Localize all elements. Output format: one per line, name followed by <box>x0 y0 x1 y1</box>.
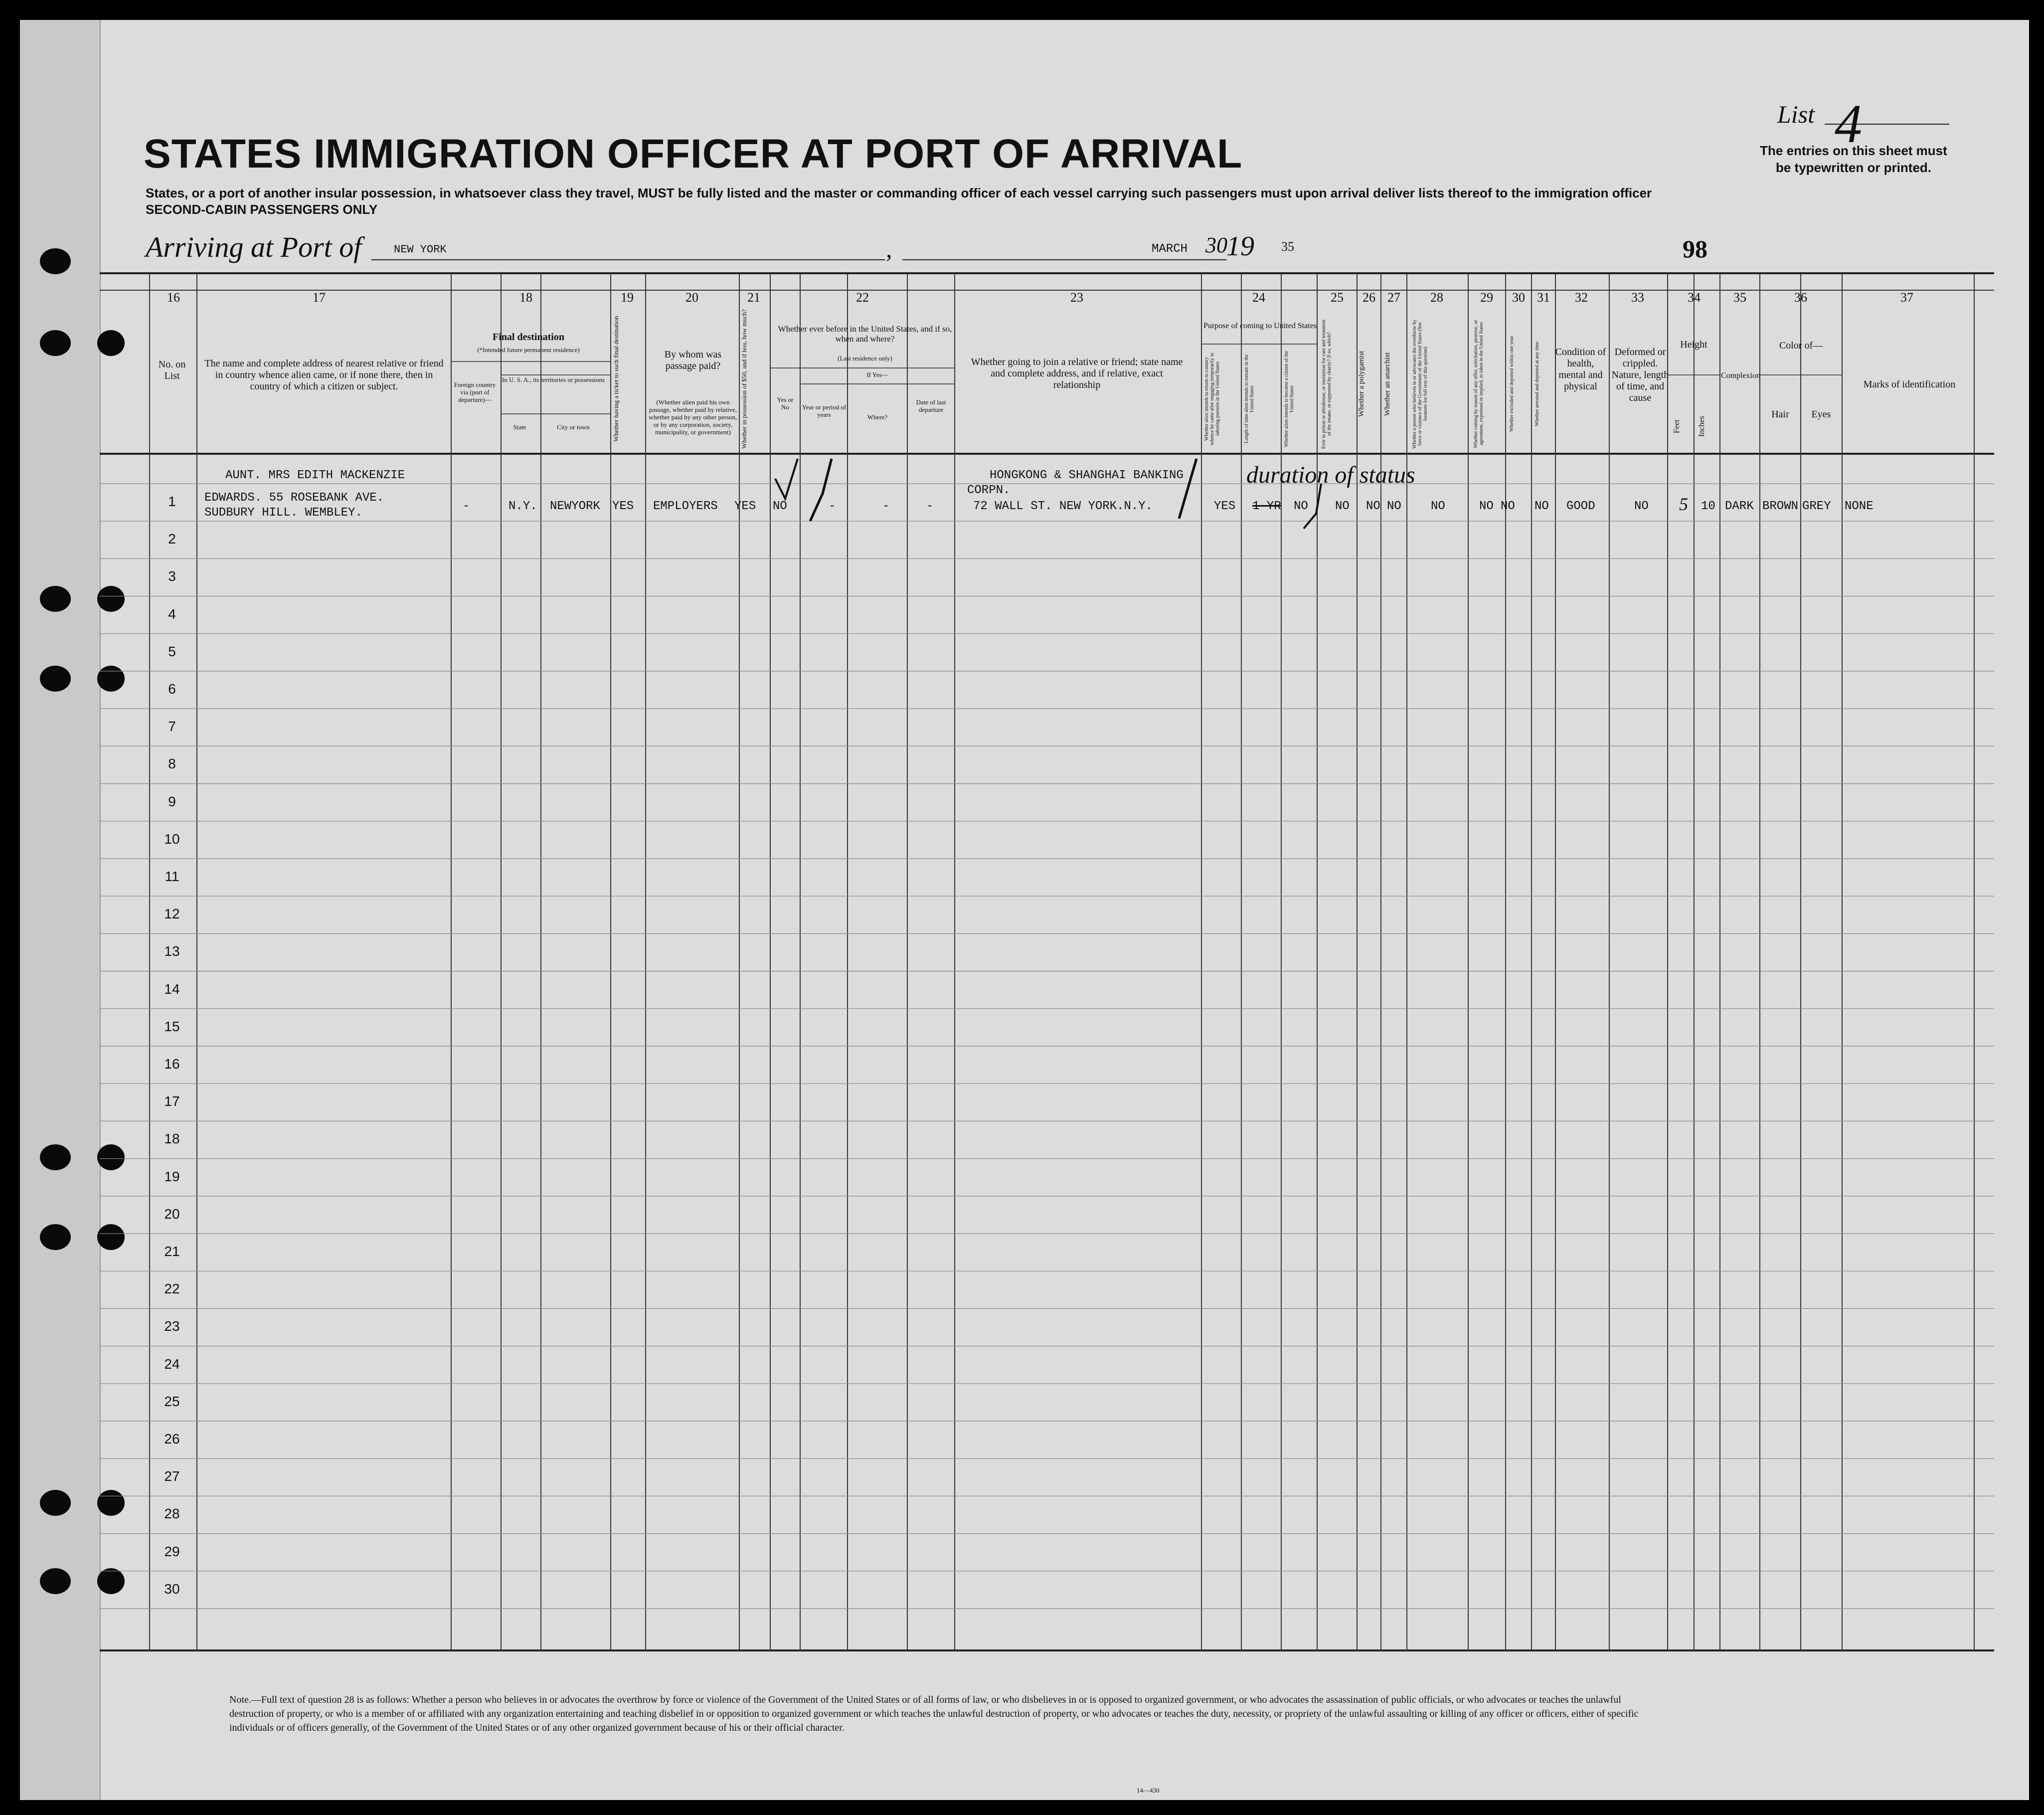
header-where: Where? <box>867 413 888 421</box>
row-number: 19 <box>164 1168 180 1184</box>
foreign-country-value: - <box>463 500 470 513</box>
column-number: 22 <box>856 290 869 305</box>
intends-citizen-value: NO <box>1294 500 1308 513</box>
header-intends-citizen: Whether alien intends to become a citizen of the United States <box>1284 351 1295 447</box>
row-number: 20 <box>164 1206 180 1222</box>
column-number: 23 <box>1070 290 1083 305</box>
row-number: 2 <box>168 531 176 547</box>
deformed-value: NO <box>1634 500 1649 513</box>
labor-offer-value: NO <box>1479 500 1494 513</box>
arrival-month: MARCH <box>1152 242 1188 256</box>
row-number: 13 <box>164 943 180 959</box>
row-number: 17 <box>164 1093 180 1109</box>
row-number: 5 <box>168 643 176 659</box>
header-final-destination: Final destination <box>493 332 564 343</box>
arriving-label: Arriving at Port of <box>146 231 362 263</box>
where-value: - <box>882 500 890 513</box>
header-eyes: Eyes <box>1811 409 1831 420</box>
complexion-value: DARK <box>1725 500 1754 513</box>
header-passage-paid-note: (Whether alien paid his own passage, whether paid by relative, whether paid by any other person, or by any corporation, society, municipality, or government) <box>649 398 737 436</box>
last-departure-value: - <box>926 500 934 513</box>
header-foreign-country: Foreign country via (port of departure)— <box>454 381 496 403</box>
join-friend-line-3: 72 WALL ST. NEW YORK.N.Y. <box>973 500 1153 513</box>
header-marks: Marks of identification <box>1863 379 1956 390</box>
header-prison-almshouse: Ever in prison or almshouse, or institution for care and treatment of the insane, or supported by charity? If so, which? <box>1321 319 1332 449</box>
column-number: 31 <box>1537 290 1550 305</box>
passage-paid-value: EMPLOYERS <box>653 500 718 513</box>
arrival-day: 30 <box>1205 233 1227 257</box>
row-number: 26 <box>164 1431 180 1447</box>
column-number: 17 <box>313 290 326 305</box>
row-number: 25 <box>164 1393 180 1409</box>
join-friend-line-1: HONGKONG & SHANGHAI BANKING <box>990 469 1184 482</box>
overthrow-value: NO <box>1431 500 1445 513</box>
row-number: 11 <box>165 869 179 884</box>
column-number: 26 <box>1363 290 1375 305</box>
column-number: 32 <box>1575 290 1588 305</box>
ticket-value: YES <box>612 500 634 513</box>
handwritten-duration-of-status: duration of status <box>1246 462 1415 488</box>
column-number: 18 <box>519 290 532 305</box>
year-period-value: - <box>829 500 836 513</box>
column-number: 30 <box>1512 290 1525 305</box>
row-number: 8 <box>168 756 176 772</box>
arrival-year-suffix: 35 <box>1281 239 1294 254</box>
header-yes-no: Yes or No <box>777 396 794 411</box>
header-ticket: Whether having a ticket to such final destination <box>612 316 620 442</box>
form-number: 14—430 <box>1137 1787 1160 1794</box>
header-polygamist: Whether a polygamist <box>1358 351 1365 417</box>
relative-address-line-1: AUNT. MRS EDITH MACKENZIE <box>225 469 405 482</box>
page-number: 98 <box>1683 235 1707 263</box>
header-feet: Feet <box>1673 419 1681 433</box>
row-number: 16 <box>164 1056 180 1072</box>
polygamist-value: NO <box>1366 500 1380 513</box>
row-number: 29 <box>164 1543 180 1559</box>
row-number: 27 <box>164 1468 180 1484</box>
length-of-stay-struck: 1 YR <box>1252 500 1281 513</box>
height-feet-value: 5 <box>1679 494 1688 514</box>
column-number: 29 <box>1480 290 1493 305</box>
prison-value: NO <box>1335 500 1350 513</box>
hair-value: BROWN <box>1762 500 1799 513</box>
header-height: Height <box>1680 339 1707 350</box>
header-nearest-relative: The name and complete address of nearest relative or friend in country whence alien came, or if none there, then in country of which a citizen or subject. <box>204 358 444 392</box>
intends-return-value: YES <box>1214 500 1236 513</box>
list-label: List <box>1777 100 1815 128</box>
row-number: 23 <box>164 1318 180 1334</box>
row-number: 10 <box>164 831 180 847</box>
column-number: 25 <box>1331 290 1344 305</box>
header-date-last-departure: Date of last departure <box>916 398 946 413</box>
row-number: 3 <box>168 568 176 584</box>
row-number: 28 <box>164 1506 180 1522</box>
header-inches: Inches <box>1698 416 1706 437</box>
list-number: 4 <box>1835 93 1862 154</box>
header-health: Condition of health, mental and physical <box>1555 347 1606 392</box>
city-value: NEWYORK <box>550 500 600 513</box>
list-note-line-1: The entries on this sheet must <box>1760 143 1947 158</box>
column-number: 27 <box>1387 290 1400 305</box>
header-hair: Hair <box>1771 409 1789 420</box>
excluded-value: NO <box>1501 500 1515 513</box>
column-number: 21 <box>747 290 760 305</box>
eyes-value: GREY <box>1802 500 1831 513</box>
instructions-line: States, or a port of another insular possession, in whatsoever class they travel, MUST be fully listed and the master or commanding officer of each vessel carrying such passengers must upon arrival deliver lists thereof to the immigration officer <box>146 185 1652 200</box>
header-going-to-join: Whether going to join a relative or friend; state name and complete address, and if relative, exact relationship <box>971 357 1183 390</box>
column-number: 19 <box>621 290 634 305</box>
cabin-class-line: SECOND-CABIN PASSENGERS ONLY <box>146 202 378 217</box>
row-number: 6 <box>168 681 176 697</box>
header-arrested-deported: Whether arrested and deported at any time <box>1534 342 1540 426</box>
header-complexion: Complexion <box>1721 371 1761 380</box>
ever-before-value: NO <box>773 500 787 513</box>
health-value: GOOD <box>1566 500 1595 513</box>
column-number: 33 <box>1631 290 1644 305</box>
row-number: 12 <box>164 906 180 922</box>
header-purpose: Purpose of coming to United States <box>1203 322 1317 330</box>
fifty-dollars-value: YES <box>734 500 756 513</box>
column-number: 35 <box>1733 290 1746 305</box>
column-number: 28 <box>1430 290 1443 305</box>
header-if-yes: If Yes— <box>866 371 888 378</box>
header-city: City or town <box>557 423 590 431</box>
row-number: 21 <box>164 1244 180 1259</box>
header-ever-before: Whether ever before in the United States, and if so, when and where? <box>778 324 952 344</box>
row-number: 22 <box>164 1281 180 1297</box>
header-passage-paid: By whom was passage paid? <box>664 349 722 371</box>
row-number: 15 <box>164 1018 180 1034</box>
page-title: STATES IMMIGRATION OFFICER AT PORT OF ARRIVAL <box>144 131 1243 177</box>
column-number: 34 <box>1688 290 1701 305</box>
row-number: 4 <box>168 606 176 622</box>
header-fifty-dollars: Whether in possession of $50, and if less, how much? <box>740 309 748 449</box>
column-number: 37 <box>1900 290 1913 305</box>
row-number: 1 <box>168 494 176 509</box>
header-color-of: Color of— <box>1779 340 1823 351</box>
column-number: 36 <box>1794 290 1807 305</box>
arrested-value: NO <box>1534 500 1549 513</box>
header-intends-return: Whether alien intends to return to country whence he came after engaging temporarily in laboring pursuits in the United States <box>1204 353 1220 445</box>
header-length-of-stay: Length of time alien intends to remain in the United States <box>1244 354 1255 444</box>
marks-value: NONE <box>1845 500 1874 513</box>
header-in-usa: In U. S. A., its territories or possessions <box>502 376 605 383</box>
relative-address-line-3: SUDBURY HILL. WEMBLEY. <box>204 506 362 520</box>
state-value: N.Y. <box>509 500 537 513</box>
height-inches-value: 10 <box>1701 500 1715 513</box>
header-no-on-list: No. on List <box>158 359 186 381</box>
header-anarchist: Whether an anarchist <box>1383 352 1391 416</box>
column-number: 20 <box>685 290 698 305</box>
anarchist-value: NO <box>1387 500 1401 513</box>
column-number: 16 <box>167 290 180 305</box>
footnote-question-28: Note.—Full text of question 28 is as follows: Whether a person who believes in or advocates the overthrow by force or violence of the Government of the United States or of all forms of law, or who disbelieves in or is opposed to organized government, or who advocates the assassination of public officials, or who advocates or teaches the unlawful destruction of property, or who is a member of or affiliated with any organization entertaining and teaching disbelief in or opposition to organized government or which teaches the unlawful destruction of property, or who advocates or teaches the duty, necessity, or propriety of the unlawful assaulting or killing of any officer or officers, either of specific individuals or of officers generally, of the Government of the United States or of any other organized government because of his or their official character. <box>229 1694 1639 1733</box>
row-number: 14 <box>164 981 180 997</box>
header-state: State <box>513 423 526 431</box>
header-year-period: Year or period of years <box>802 403 847 418</box>
row-number: 24 <box>164 1356 180 1372</box>
header-final-destination-note: (*Intended future permanent residence) <box>477 346 580 354</box>
arrival-port: NEW YORK <box>394 243 447 256</box>
list-note-line-2: be typewritten or printed. <box>1775 160 1932 175</box>
row-number: 7 <box>168 719 176 734</box>
arrival-year-prefix: 19 <box>1226 231 1254 262</box>
column-number: 24 <box>1252 290 1265 305</box>
row-number: 30 <box>164 1581 180 1597</box>
join-friend-line-2: CORPN. <box>967 484 1011 497</box>
row-number: 9 <box>168 793 176 809</box>
header-excluded-deported: Whether excluded and deported within one year <box>1509 336 1515 432</box>
relative-address-line-2: EDWARDS. 55 ROSEBANK AVE. <box>204 491 384 505</box>
header-overthrow: Whether a person who believes in or advocates the overthrow by force or violence of the Government of the United States (See footnote for full text of this question) <box>1412 319 1428 449</box>
header-deformed: Deformed or crippled. Nature, length of time, and cause <box>1611 347 1669 403</box>
row-number: 18 <box>164 1131 180 1147</box>
header-last-residence: (Last residence only) <box>838 355 892 362</box>
header-labor-offer: Whether coming by reason of any offer, solicitation, promise, or agreement, expressed or implied, to labor in the United States <box>1473 320 1484 448</box>
